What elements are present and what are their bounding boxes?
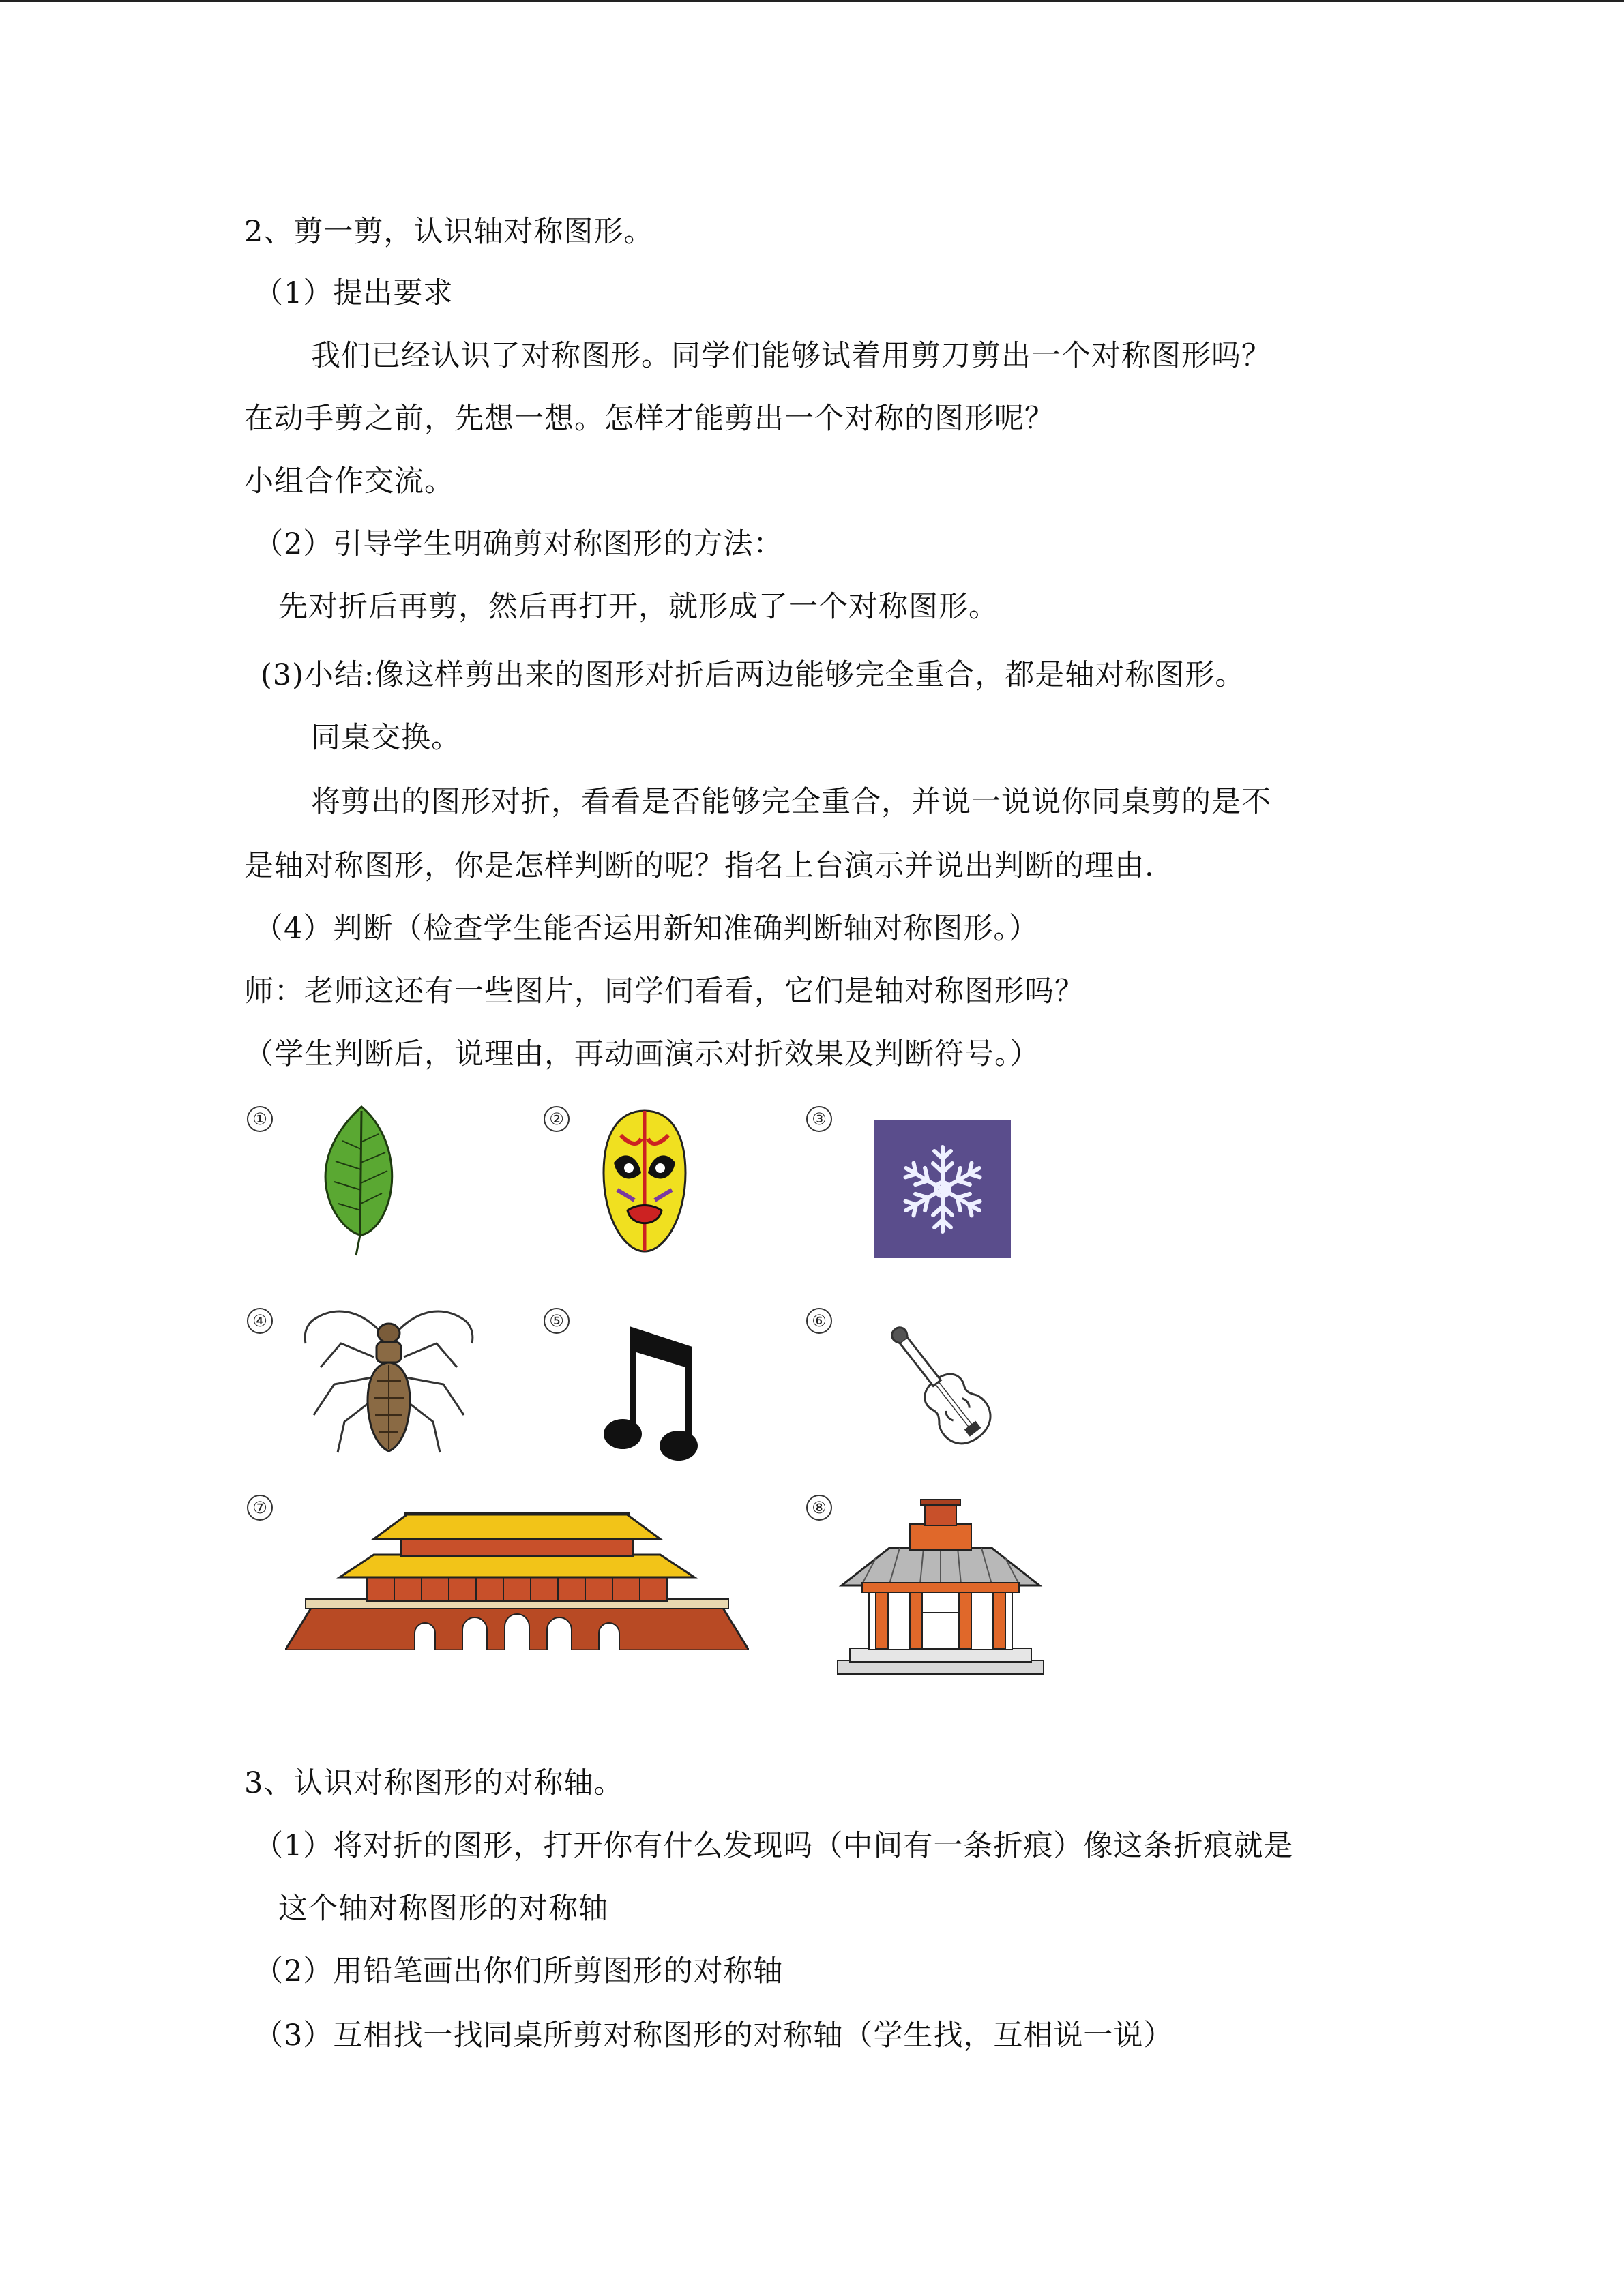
paragraph-line: （学生判断后，说理由，再动画演示对折效果及判断符号。） (244, 1037, 1040, 1071)
section-3-heading: 3、认识对称图形的对称轴。 (244, 1766, 624, 1800)
paragraph-line: 这个轴对称图形的对称轴 (278, 1892, 608, 1926)
paragraph-line: 先对折后再剪，然后再打开，就形成了一个对称图形。 (278, 590, 999, 624)
step-4-label: （4）判断（检查学生能否运用新知准确判断轴对称图形。） (254, 912, 1039, 946)
paragraph-line: 小组合作交流。 (244, 464, 454, 498)
paragraph-line: 将剪出的图形对折，看看是否能够完全重合，并说一说说你同桌剪的是不 (311, 785, 1271, 819)
paragraph-line: 在动手剪之前，先想一想。怎样才能剪出一个对称的图形呢？ (244, 402, 1054, 436)
snowflake-icon (874, 1120, 1011, 1258)
figure-number: ⑥ (806, 1308, 832, 1334)
paragraph-line: 是轴对称图形，你是怎样判断的呢？指名上台演示并说出判断的理由. (244, 849, 1155, 883)
figure-number: ③ (806, 1106, 832, 1132)
figure-number: ⑧ (806, 1495, 832, 1521)
paragraph-line: 师：老师这还有一些图片，同学们看看，它们是轴对称图形吗？ (244, 974, 1084, 1009)
paragraph-line: 同桌交换。 (311, 721, 461, 755)
figure-number: ② (544, 1106, 570, 1132)
violin-icon (865, 1313, 1022, 1470)
step-2-label: （2）引导学生明确剪对称图形的方法： (254, 527, 784, 561)
beetle-icon (293, 1302, 484, 1459)
pavilion-icon (835, 1497, 1046, 1675)
figure-number: ⑦ (247, 1495, 273, 1521)
paragraph-line: 我们已经认识了对称图形。同学们能够试着用剪刀剪出一个对称图形吗？ (311, 339, 1271, 373)
step-1-label: （1）提出要求 (254, 276, 454, 310)
figure-number: ① (247, 1106, 273, 1132)
section-2-heading: 2、剪一剪，认识轴对称图形。 (244, 215, 654, 249)
tiananmen-icon (285, 1504, 749, 1650)
paragraph-line: （3）互相找一找同桌所剪对称图形的对称轴（学生找，互相说一说） (254, 2018, 1174, 2053)
paragraph-line: （2）用铅笔画出你们所剪图形的对称轴 (254, 1954, 784, 1988)
step-3-summary: (3)小结:像这样剪出来的图形对折后两边能够完全重合，都是轴对称图形。 (261, 658, 1245, 692)
figure-number: ⑤ (544, 1308, 570, 1334)
paragraph-line: （1）将对折的图形，打开你有什么发现吗（中间有一条折痕）像这条折痕就是 (254, 1829, 1294, 1863)
music-note-icon (604, 1320, 706, 1470)
leaf-icon (321, 1101, 402, 1258)
opera-mask-icon (600, 1108, 689, 1255)
figure-number: ④ (247, 1308, 273, 1334)
